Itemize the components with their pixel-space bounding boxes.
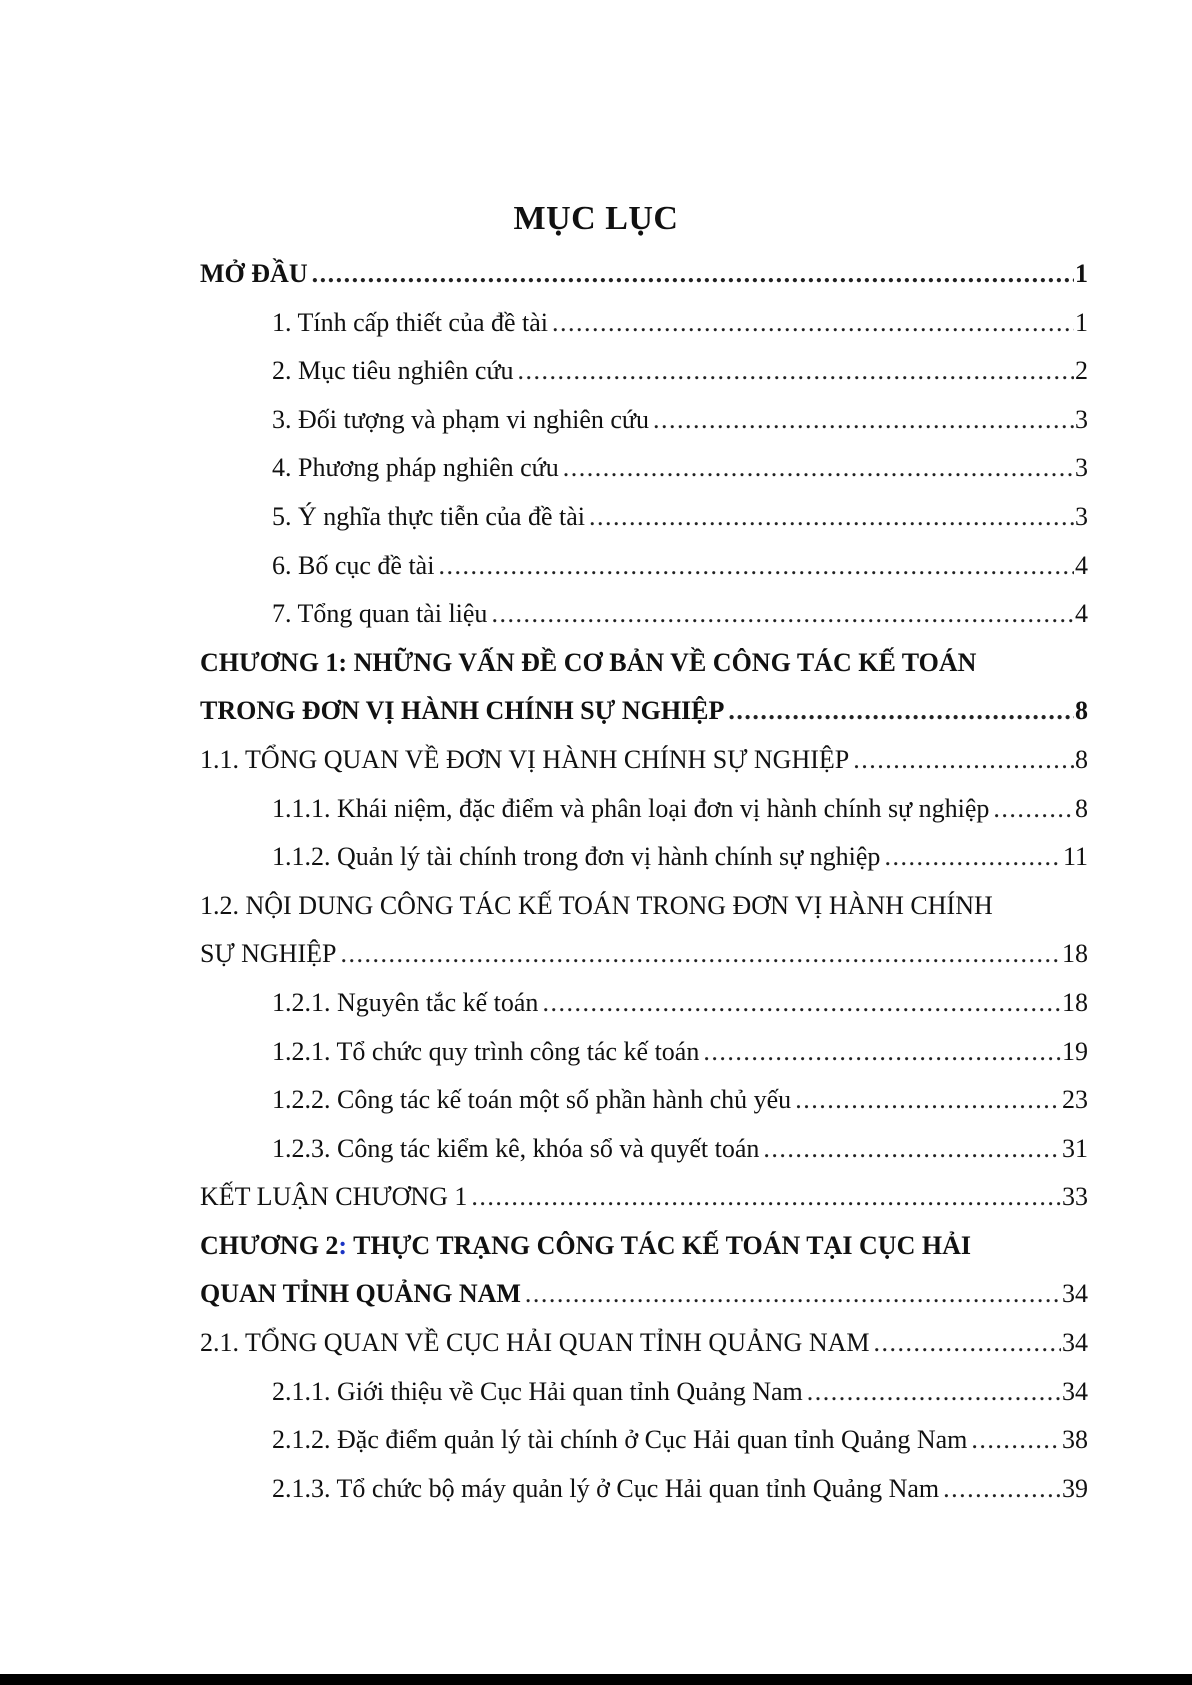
toc-entry-2-1-1[interactable] <box>200 1368 1088 1417</box>
entry-label: TRONG ĐƠN VỊ HÀNH CHÍNH SỰ NGHIỆP <box>200 696 725 726</box>
dot-leader <box>589 493 1074 542</box>
entry-label: MỞ ĐẦU <box>200 259 308 288</box>
page-bottom-border <box>0 1674 1192 1685</box>
entry-label: 2.1. TỔNG QUAN VỀ CỤC HẢI QUAN TỈNH QUẢNG NAM <box>200 1328 870 1358</box>
entry-label: 1.2.3. Công tác kiểm kê, khóa sổ và quyết toán <box>272 1133 760 1163</box>
toc-entry-1-2-1a[interactable] <box>200 979 1088 1028</box>
toc-entry-7[interactable] <box>200 590 1088 639</box>
entry-page: 19 <box>1062 1036 1088 1066</box>
entry-page: 1 <box>1075 307 1088 337</box>
dot-leader <box>703 1028 1061 1077</box>
toc-entry-2-1[interactable] <box>200 1319 1088 1368</box>
entry-label: CHƯƠNG 1: NHỮNG VẤN ĐỀ CƠ BẢN VỀ CÔNG TÁC KẾ TOÁN <box>200 647 977 677</box>
entry-label: SỰ NGHIỆP <box>200 939 337 969</box>
dot-leader <box>542 979 1061 1028</box>
toc-entry-mo-dau[interactable] <box>200 250 1088 299</box>
toc-title: MỤC LỤC <box>513 200 679 237</box>
dot-leader <box>874 1319 1062 1368</box>
entry-label: 2.1.2. Đặc điểm quản lý tài chính ở Cục Hải quan tỉnh Quảng Nam <box>272 1425 968 1455</box>
entry-label: 1.1.2. Quản lý tài chính trong đơn vị hành chính sự nghiệp <box>272 842 881 872</box>
entry-page: 8 <box>1075 696 1088 726</box>
entry-page: 2 <box>1075 356 1088 386</box>
entry-label: 1.2. NỘI DUNG CÔNG TÁC KẾ TOÁN TRONG ĐƠN VỊ HÀNH CHÍNH <box>200 890 993 920</box>
table-of-contents <box>200 250 1088 1513</box>
entry-label: 1.2.1. Nguyên tắc kế toán <box>272 987 539 1017</box>
dot-leader <box>728 687 1074 736</box>
entry-page: 3 <box>1075 404 1088 434</box>
entry-page: 3 <box>1075 453 1088 483</box>
entry-label: 1.1.1. Khái niệm, đặc điểm và phân loại đơn vị hành chính sự nghiệp <box>272 793 990 823</box>
entry-label: 2.1.3. Tổ chức bộ máy quản lý ở Cục Hải quan tỉnh Quảng Nam <box>272 1473 940 1503</box>
entry-label: 7. Tổng quan tài liệu <box>272 599 488 629</box>
entry-label: KẾT LUẬN CHƯƠNG 1 <box>200 1182 468 1212</box>
entry-colon: : <box>338 1230 348 1260</box>
toc-entry-1-2-3[interactable] <box>200 1125 1088 1174</box>
entry-page: 4 <box>1075 550 1088 580</box>
entry-label: 2.1.1. Giới thiệu về Cục Hải quan tỉnh Quảng Nam <box>272 1376 803 1406</box>
dot-leader <box>340 930 1061 979</box>
toc-entry-1[interactable] <box>200 299 1088 348</box>
entry-page: 3 <box>1075 501 1088 531</box>
dot-leader <box>943 1465 1061 1514</box>
entry-page: 18 <box>1062 987 1088 1017</box>
dot-leader <box>653 396 1074 445</box>
dot-leader <box>525 1270 1061 1319</box>
toc-entry-chapter-1[interactable] <box>200 687 1088 736</box>
entry-page: 8 <box>1075 793 1088 823</box>
entry-page: 34 <box>1062 1376 1088 1406</box>
entry-label: CHƯƠNG 2 <box>200 1230 339 1260</box>
entry-label: 2. Mục tiêu nghiên cứu <box>272 356 514 386</box>
dot-leader <box>795 1076 1061 1125</box>
toc-entry-1-2-2[interactable] <box>200 1076 1088 1125</box>
entry-label: 1.1. TỔNG QUAN VỀ ĐƠN VỊ HÀNH CHÍNH SỰ NGHIỆP <box>200 744 850 774</box>
entry-label: 3. Đối tượng và phạm vi nghiên cứu <box>272 404 649 434</box>
entry-page: 18 <box>1062 939 1088 969</box>
entry-page: 39 <box>1062 1473 1088 1503</box>
toc-entry-1-1-1[interactable] <box>200 785 1088 834</box>
entry-page: 31 <box>1062 1133 1088 1163</box>
dot-leader <box>563 444 1074 493</box>
dot-leader <box>807 1368 1061 1417</box>
entry-page: 34 <box>1062 1279 1088 1309</box>
toc-entry-chapter-1-line1[interactable] <box>200 639 1088 688</box>
dot-leader <box>853 736 1074 785</box>
dot-leader <box>491 590 1074 639</box>
entry-label: 6. Bố cục đề tài <box>272 550 435 580</box>
toc-entry-2-1-3[interactable] <box>200 1465 1088 1514</box>
entry-page: 8 <box>1075 744 1088 774</box>
dot-leader <box>971 1416 1061 1465</box>
toc-entry-5[interactable] <box>200 493 1088 542</box>
entry-label: THỰC TRẠNG CÔNG TÁC KẾ TOÁN TẠI CỤC HẢI <box>347 1230 971 1260</box>
entry-label: 1.2.1. Tổ chức quy trình công tác kế toán <box>272 1036 700 1066</box>
entry-page: 38 <box>1062 1425 1088 1455</box>
entry-page: 33 <box>1062 1182 1088 1212</box>
toc-entry-1-2[interactable] <box>200 930 1088 979</box>
toc-entry-chapter-2[interactable] <box>200 1270 1088 1319</box>
entry-label: QUAN TỈNH QUẢNG NAM <box>200 1279 521 1309</box>
toc-entry-chapter-2-line1[interactable] <box>200 1222 1088 1271</box>
entry-label: 4. Phương pháp nghiên cứu <box>272 453 559 483</box>
toc-entry-1-2-1b[interactable] <box>200 1028 1088 1077</box>
dot-leader <box>552 299 1074 348</box>
toc-entry-2-1-2[interactable] <box>200 1416 1088 1465</box>
toc-entry-1-1-2[interactable] <box>200 833 1088 882</box>
toc-entry-1-2-line1[interactable] <box>200 882 1088 931</box>
dot-leader <box>438 542 1074 591</box>
dot-leader <box>763 1125 1061 1174</box>
dot-leader <box>518 347 1074 396</box>
entry-page: 34 <box>1062 1328 1088 1358</box>
dot-leader <box>884 833 1062 882</box>
entry-label: 1.2.2. Công tác kế toán một số phần hành chủ yếu <box>272 1085 792 1115</box>
toc-entry-ket-luan-1[interactable] <box>200 1173 1088 1222</box>
entry-label: 5. Ý nghĩa thực tiễn của đề tài <box>272 501 585 531</box>
dot-leader <box>312 250 1074 299</box>
entry-page: 4 <box>1075 599 1088 629</box>
toc-entry-2[interactable] <box>200 347 1088 396</box>
toc-entry-4[interactable] <box>200 444 1088 493</box>
entry-label: 1. Tính cấp thiết của đề tài <box>272 307 549 337</box>
dot-leader <box>993 785 1074 834</box>
dot-leader <box>471 1173 1061 1222</box>
toc-entry-3[interactable] <box>200 396 1088 445</box>
toc-entry-1-1[interactable] <box>200 736 1088 785</box>
entry-page: 11 <box>1062 842 1088 872</box>
entry-page: 1 <box>1075 259 1088 288</box>
entry-page: 23 <box>1062 1085 1088 1115</box>
toc-entry-6[interactable] <box>200 542 1088 591</box>
